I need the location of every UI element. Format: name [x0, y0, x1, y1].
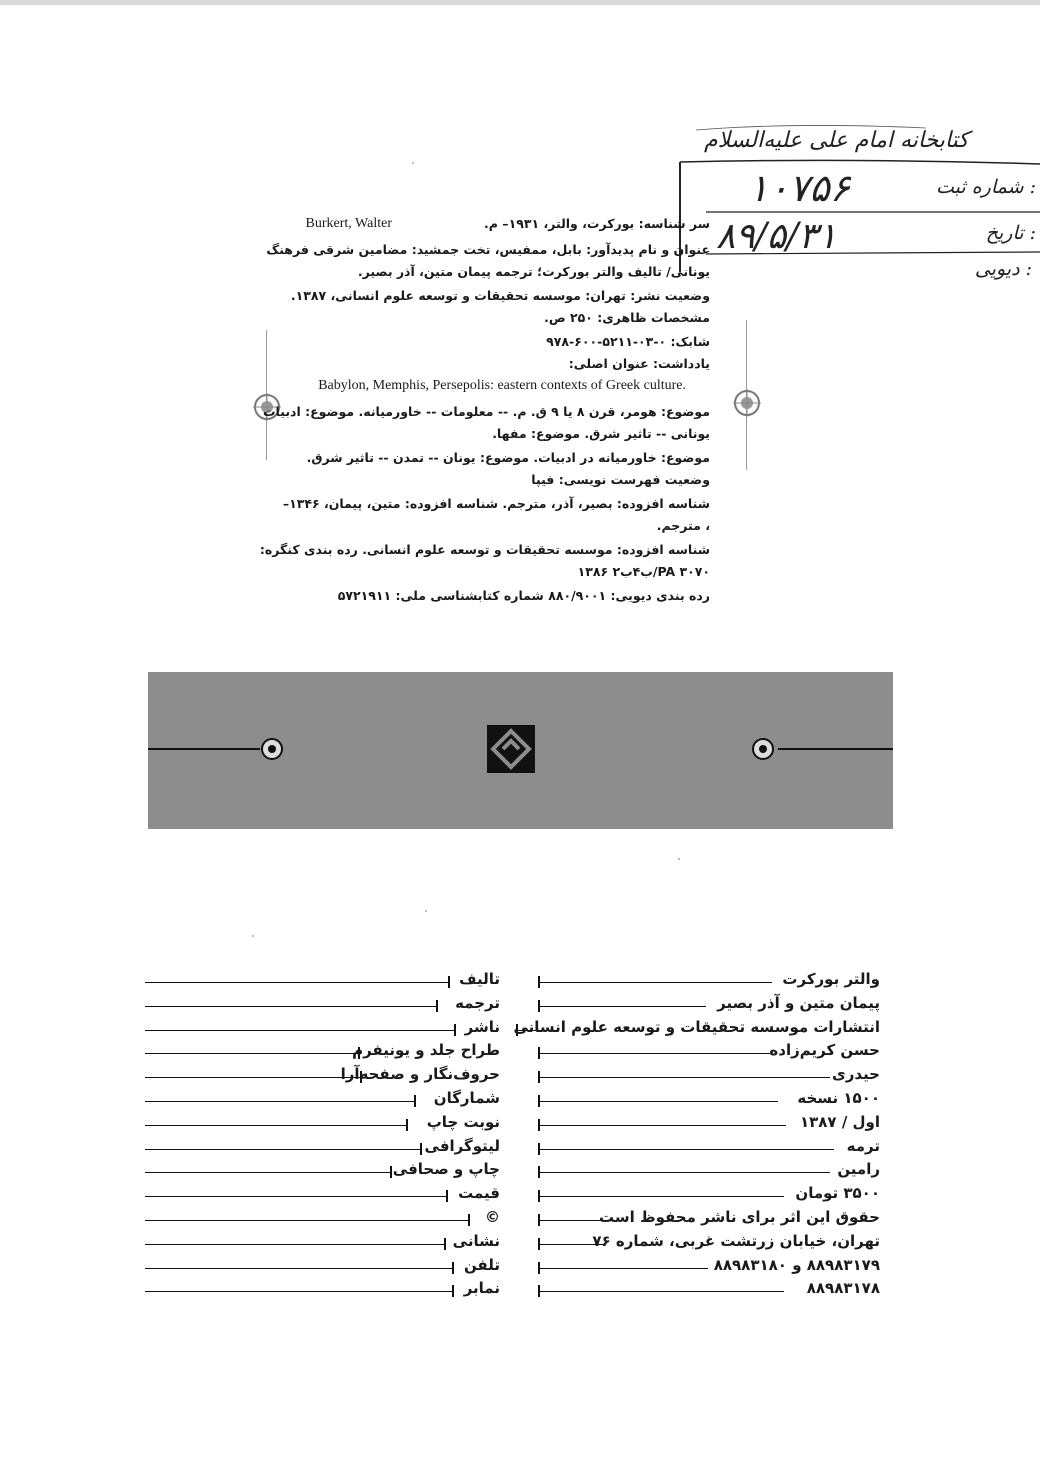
cip-subject1-line1: موضوع: هومر، قرن ۸ یا ۹ ق. م. -- معلومات -- خاورمیانه. موضوع: ادبیات	[263, 404, 710, 419]
colophon-label-tick	[420, 1143, 422, 1155]
colophon-value-row	[515, 1184, 880, 1208]
stamp-registration-label: شماره ثبت :	[936, 176, 1036, 198]
colophon-label: طراح جلد و یونیفرم	[352, 1041, 500, 1060]
colophon-label: شمارگان	[433, 1089, 500, 1107]
colophon-value-row	[515, 1160, 880, 1184]
colophon-value-tick	[538, 1285, 540, 1297]
cip-listing-status: وضعیت فهرست نویسی: فیپا	[531, 472, 710, 487]
stamp-dewey-label: دیویی :	[974, 258, 1032, 280]
colophon-label-rule	[145, 1268, 454, 1269]
colophon-value-tick	[538, 1262, 540, 1274]
cip-author: سر شناسه: بورکرت، والتر، ۱۹۳۱– م.	[484, 216, 710, 231]
colophon-value-rule	[540, 1125, 786, 1126]
colophon-label-row	[145, 1065, 500, 1089]
cip-added-entry2: شناسه افزوده: موسسه تحقیقات و توسعه علوم انسانی. رده بندی کنگره:	[259, 542, 710, 557]
colophon-value-row	[515, 1256, 880, 1280]
right-ornament-icon	[732, 388, 762, 418]
colophon-value-row	[515, 1018, 880, 1042]
colophon-label-tick	[454, 1024, 456, 1036]
colophon-label: ترجمه	[455, 993, 500, 1012]
colophon-label-tick	[414, 1095, 416, 1107]
colophon-value: انتشارات موسسه تحقیقات و توسعه علوم انسانی	[513, 1017, 880, 1036]
colophon-value-tick	[538, 976, 540, 988]
colophon-value-row	[515, 1065, 880, 1089]
colophon-label-row	[145, 1113, 500, 1137]
colophon-value-rule	[540, 1268, 708, 1269]
colophon-label-row	[145, 1160, 500, 1184]
colophon-label-row	[145, 1089, 500, 1113]
colophon-value-rule	[540, 1101, 778, 1102]
colophon-value: ترمه	[846, 1136, 880, 1155]
colophon-label-row	[145, 1208, 500, 1232]
colophon-label-rule	[145, 1172, 392, 1173]
colophon-value: حسن کریم‌زاده	[769, 1041, 880, 1060]
colophon-value-rule	[540, 1172, 830, 1173]
cip-subject2: موضوع: خاورمیانه در ادبیات. موضوع: یونان -- تمدن -- تاثیر شرق.	[306, 450, 710, 465]
colophon-value-row	[515, 1137, 880, 1161]
colophon-label-tick	[390, 1166, 392, 1178]
cip-title-line2: یونانی/ تالیف والتر بورکرت؛ ترجمه پیمان متین، آذر بصیر.	[357, 264, 710, 279]
colophon-label: لیتوگرافی	[424, 1136, 500, 1155]
colophon-label-row	[145, 1018, 500, 1042]
colophon-label-tick	[406, 1119, 408, 1131]
colophon-value: والتر بورکرت	[782, 970, 880, 988]
cip-isbn: شابک: ۰-۰۳-۵۲۱۱-۶۰۰-۹۷۸	[546, 334, 710, 349]
colophon-label: ناشر	[464, 1017, 500, 1036]
colophon-label: نشانی	[452, 1231, 500, 1250]
colophon-label: ©	[485, 1208, 500, 1226]
colophon-label: قیمت	[458, 1184, 500, 1203]
colophon-value-tick	[538, 1214, 540, 1226]
colophon-value-rule	[540, 1053, 770, 1054]
colophon-value-row	[515, 1208, 880, 1232]
colophon-label-rule	[145, 1220, 470, 1221]
top-border	[0, 0, 1040, 5]
colophon-label-rule	[145, 1101, 416, 1102]
colophon-value-tick	[538, 1238, 540, 1250]
colophon-value: رامین	[837, 1160, 880, 1179]
colophon-label: تلفن	[463, 1255, 500, 1274]
stamp-registration-number: ۱۰۷۵۶	[748, 166, 851, 210]
colophon-value: حقوق این اثر برای ناشر محفوظ است	[599, 1208, 880, 1226]
colophon-label-rule	[145, 1196, 448, 1197]
colophon-label-row	[145, 1256, 500, 1280]
colophon-label-rule	[145, 1244, 446, 1245]
cip-publication: وضعیت نشر: تهران: موسسه تحقیقات و توسعه علوم انسانی، ۱۳۸۷.	[290, 288, 710, 303]
colophon-value-row	[515, 970, 880, 994]
colophon-value-tick	[538, 1095, 540, 1107]
colophon-value: ۱۵۰۰ نسخه	[797, 1089, 880, 1107]
colophon-value-tick	[538, 1047, 540, 1059]
colophon-label-tick	[446, 1190, 448, 1202]
colophon-label-tick	[452, 1262, 454, 1274]
colophon-label-tick	[452, 1285, 454, 1297]
colophon-value: ۸۸۹۸۳۱۷۸	[806, 1279, 880, 1298]
colophon-value: اول / ۱۳۸۷	[799, 1112, 880, 1131]
colophon-value-row	[515, 994, 880, 1018]
colophon-label-row	[145, 1184, 500, 1208]
colophon-label-row	[145, 1232, 500, 1256]
band-right-ornament-icon	[748, 734, 778, 764]
cip-author-latin: Burkert, Walter	[305, 216, 392, 231]
colophon-value-row	[515, 1279, 880, 1303]
colophon-label: حروف‌نگار و صفحه‌آرا	[340, 1065, 500, 1084]
colophon-label-rule	[145, 1030, 456, 1031]
colophon-label-row	[145, 970, 500, 994]
scan-speck	[252, 935, 254, 937]
cip-note-label: یادداشت: عنوان اصلی:	[568, 356, 710, 371]
cip-original-title: Babylon, Memphis, Persepolis: eastern contexts of Greek culture.	[318, 378, 686, 393]
cip-physical: مشخصات ظاهری: ۲۵۰ ص.	[544, 310, 710, 325]
colophon-label-rule	[145, 1077, 362, 1078]
colophon-value: حیدری	[832, 1065, 880, 1084]
colophon-value-row	[515, 1232, 880, 1256]
band-left-ornament-icon	[257, 734, 287, 764]
colophon-label-row	[145, 1279, 500, 1303]
colophon-value: ۸۸۹۸۳۱۷۹ و ۸۸۹۸۳۱۸۰	[713, 1255, 880, 1274]
cip-added-entry1-line2: ، مترجم.	[656, 518, 710, 533]
colophon-value-row	[515, 1113, 880, 1137]
colophon-value-tick	[538, 1000, 540, 1012]
colophon-value-rule	[540, 982, 772, 983]
colophon-label-tick	[444, 1238, 446, 1250]
colophon-label: تالیف	[459, 970, 500, 988]
cip-title-line1: عنوان و نام پدیدآور: بابل، ممفیس، تخت جمشید: مضامین شرقی فرهنگ	[266, 242, 710, 257]
colophon-value-tick	[538, 1071, 540, 1083]
colophon-label-row	[145, 1137, 500, 1161]
scan-speck	[678, 858, 680, 860]
colophon-label-tick	[468, 1214, 470, 1226]
colophon-label: نوبت چاپ	[426, 1112, 500, 1131]
stamp-date-label: تاریخ :	[985, 222, 1036, 244]
colophon-label: چاپ و صحافی	[392, 1160, 500, 1179]
colophon-label-rule	[145, 1006, 438, 1007]
colophon-label: نمابر	[463, 1279, 500, 1298]
colophon-value-rule	[540, 1149, 834, 1150]
stamp-library-name: کتابخانه امام علی علیه‌السلام	[704, 128, 969, 153]
colophon-label-rule	[145, 1053, 360, 1054]
colophon-label-rule	[145, 982, 450, 983]
scan-speck	[412, 162, 414, 164]
colophon-label-row	[145, 1041, 500, 1065]
band-left-line	[148, 748, 260, 750]
colophon-value-rule	[540, 1006, 706, 1007]
colophon-label-tick	[448, 976, 450, 988]
colophon-value-tick	[538, 1190, 540, 1202]
colophon-label-rule	[145, 1125, 408, 1126]
colophon-value: ۳۵۰۰ تومان	[795, 1184, 880, 1203]
colophon-value-tick	[538, 1119, 540, 1131]
stamp-date-value: ۸۹/۵/۳۱	[716, 216, 837, 257]
band-right-line	[778, 748, 893, 750]
colophon-value-rule	[540, 1077, 830, 1078]
cip-congress-class: PA ۳۰۷۰/ب۴ب۲ ۱۳۸۶	[577, 564, 710, 579]
colophon-value-tick	[538, 1143, 540, 1155]
colophon-value: پیمان متین و آذر بصیر	[717, 993, 880, 1012]
colophon-value: تهران، خیابان زرتشت غربی، شماره ۷۶	[592, 1231, 880, 1250]
colophon-label-row	[145, 994, 500, 1018]
scan-speck	[425, 910, 427, 912]
colophon-label-rule	[145, 1149, 422, 1150]
cip-subject1-line2: یونانی -- تاثیر شرق. موضوع: مفها.	[492, 426, 710, 441]
colophon-value-row	[515, 1089, 880, 1113]
colophon-label-rule	[145, 1291, 454, 1292]
cip-added-entry1-line1: شناسه افزوده: بصیر، آذر، مترجم. شناسه افزوده: متین، پیمان، ۱۳۴۶–	[282, 496, 710, 511]
colophon-value-row	[515, 1041, 880, 1065]
publisher-logo-icon	[487, 725, 535, 773]
colophon-value-rule	[540, 1291, 784, 1292]
library-stamp	[676, 122, 1040, 282]
colophon-label-tick	[436, 1000, 438, 1012]
colophon-value-tick	[538, 1166, 540, 1178]
cip-dewey-line: رده بندی دیویی: ۸۸۰/۹۰۰۱ شماره کتابشناسی ملی: ۵۷۲۱۹۱۱	[337, 588, 710, 603]
colophon-value-rule	[540, 1196, 784, 1197]
